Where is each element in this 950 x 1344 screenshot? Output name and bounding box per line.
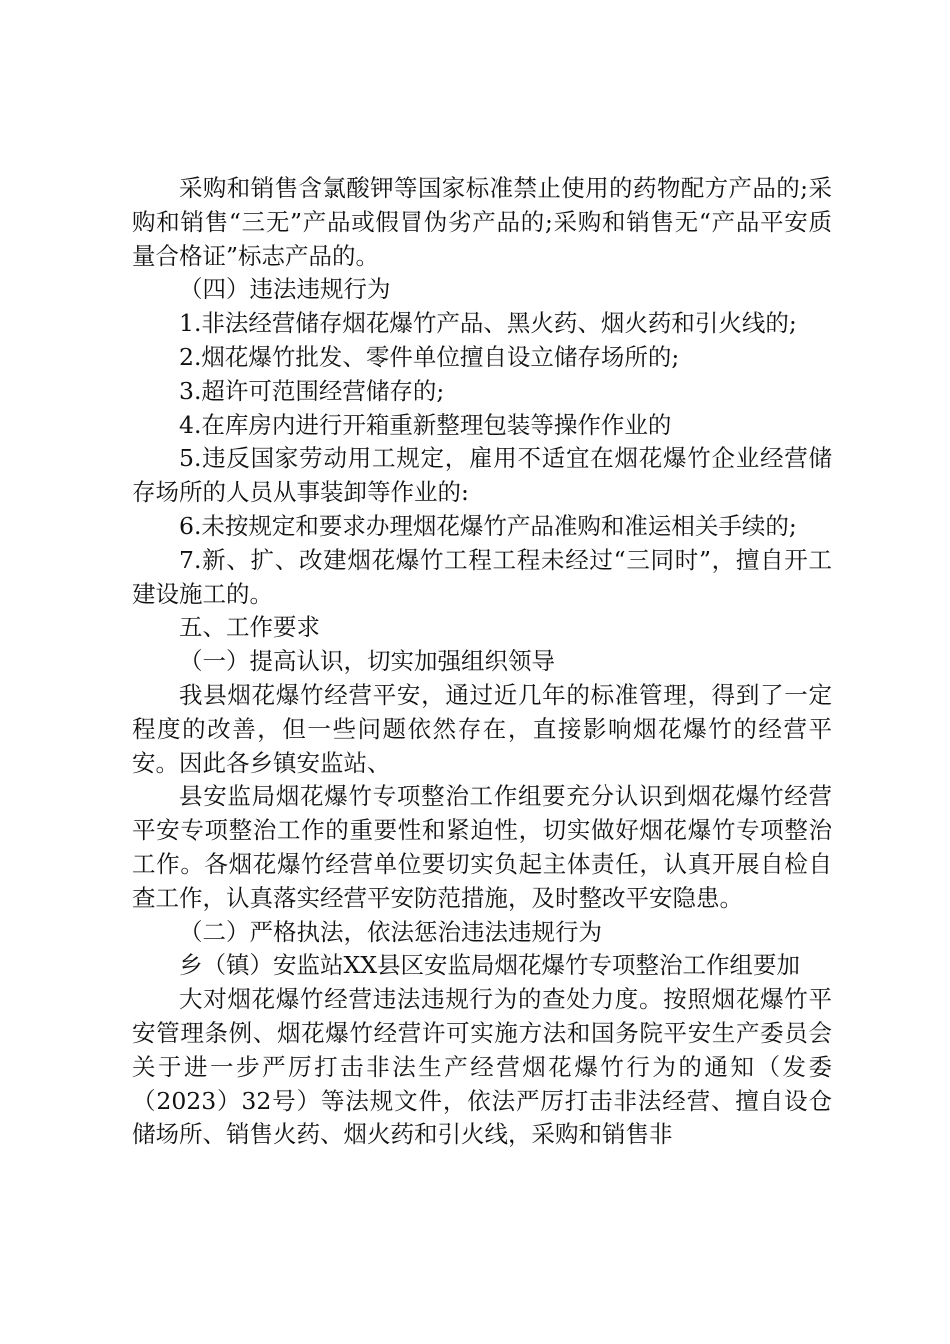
- paragraph-county-status: 我县烟花爆竹经营平安，通过近几年的标准管理，得到了一定程度的改善，但一些问题依然存在，直接影响烟花爆竹的经营平安。因此各乡镇安监站、: [132, 680, 832, 777]
- paragraph-prohibited-products: 采购和销售含氯酸钾等国家标准禁止使用的药物配方产品的;采购和销售“三无”产品或假冒伪劣产品的;采购和销售无“产品平安质量合格证”标志产品的。: [132, 174, 832, 270]
- list-item-1: 1.非法经营储存烟花爆竹产品、黑火药、烟火药和引火线的;: [179, 309, 797, 338]
- section-heading-work-requirements: 五、工作要求: [179, 613, 320, 642]
- paragraph-crackdown: 大对烟花爆竹经营违法违规行为的查处力度。按照烟花爆竹平安管理条例、烟花爆竹经营许可实施方法和国务院平安生产委员会关于进一步严厉打击非法生产经营烟花爆竹行为的通知（发委（2023）32号）等法规文件，依法严厉打击非法经营、擅自设仓储场所、销售火药、烟火药和引火线，采购和销售非: [132, 985, 832, 1149]
- list-item-6: 6.未按规定和要求办理烟花爆竹产品准购和准运相关手续的;: [179, 511, 797, 540]
- paragraph-special-rectification: 县安监局烟花爆竹专项整治工作组要充分认识到烟花爆竹经营平安专项整治工作的重要性和紧迫性，切实做好烟花爆竹专项整治工作。各烟花爆竹经营单位要切实负起主体责任，认真开展自检自查工作，认真落实经营平安防范措施，及时整改平安隐患。: [132, 782, 832, 912]
- document-body: [132, 172, 832, 1152]
- list-item-5: 5.违反国家劳动用工规定，雇用不适宜在烟花爆竹企业经营储存场所的人员从事装卸等作业的:: [132, 444, 832, 507]
- subsection-heading-enforcement: （二）严格执法，依法惩治违法违规行为: [179, 917, 602, 946]
- list-item-4: 4.在库房内进行开箱重新整理包装等操作作业的: [179, 410, 672, 439]
- list-item-2: 2.烟花爆竹批发、零件单位擅自设立储存场所的;: [179, 342, 680, 371]
- list-item-7: 7.新、扩、改建烟花爆竹工程工程未经过“三同时”，擅自开工建设施工的。: [132, 545, 832, 608]
- list-item-3: 3.超许可范围经营储存的;: [179, 376, 445, 405]
- section-heading-violations: （四）违法违规行为: [179, 275, 391, 304]
- paragraph-supervision-stations: 乡（镇）安监站XX县区安监局烟花爆竹专项整治工作组要加: [179, 951, 800, 980]
- subsection-heading-awareness: （一）提高认识，切实加强组织领导: [179, 647, 555, 676]
